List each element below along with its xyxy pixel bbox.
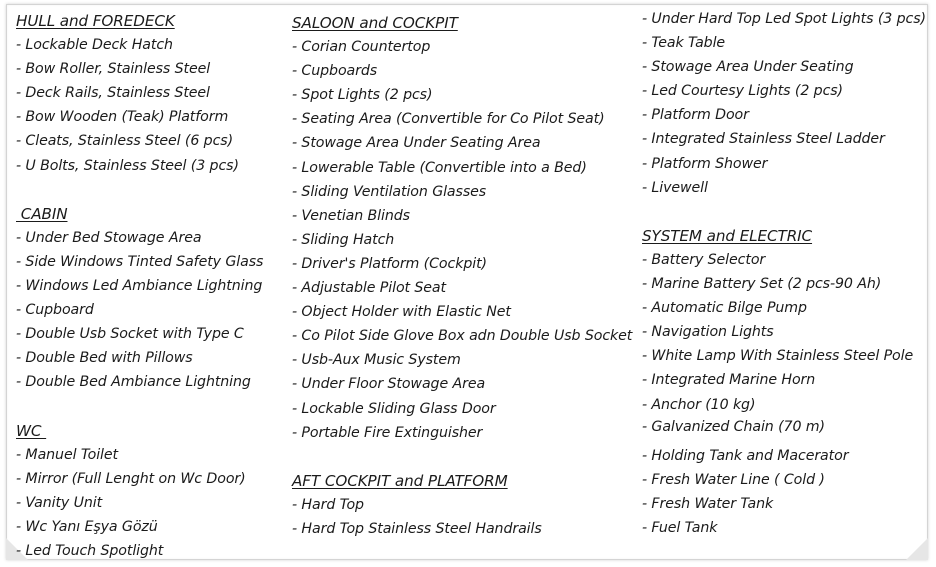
list-item: - Deck Rails, Stainless Steel xyxy=(16,85,210,102)
list-item: - Stowage Area Under Seating Area xyxy=(292,135,541,152)
list-item: - Anchor (10 kg) xyxy=(642,396,756,413)
list-item: - Integrated Marine Horn xyxy=(642,372,816,389)
spacer xyxy=(292,445,632,469)
list-item: - Double Usb Socket with Type C xyxy=(16,326,244,343)
list-item: - Fresh Water Tank xyxy=(642,495,774,512)
spacer xyxy=(16,395,263,419)
column-right xyxy=(642,7,926,540)
spacer xyxy=(16,178,263,202)
list-item: - Marine Battery Set (2 pcs-90 Ah) xyxy=(642,276,882,293)
list-item: - Under Bed Stowage Area xyxy=(16,229,202,246)
section-title-aft-cockpit-platform: AFT COCKPIT and PLATFORM xyxy=(292,471,508,490)
list-item: - U Bolts, Stainless Steel (3 pcs) xyxy=(16,157,239,174)
list-item: - Integrated Stainless Steel Ladder xyxy=(642,131,885,148)
list-item: - Led Touch Spotlight xyxy=(16,543,164,560)
list-item: - Vanity Unit xyxy=(16,494,103,511)
list-item: - Holding Tank and Macerator xyxy=(642,447,849,464)
list-item: - Fuel Tank xyxy=(642,519,718,536)
list-item: - Platform Shower xyxy=(642,155,768,172)
section-title-system-electric: SYSTEM and ELECTRIC xyxy=(642,226,813,245)
list-item: - Led Courtesy Lights (2 pcs) xyxy=(642,83,843,100)
list-item: - Lockable Sliding Glass Door xyxy=(292,400,496,417)
list-item: - Galvanized Chain (70 m) xyxy=(642,418,825,435)
list-item: - Battery Selector xyxy=(642,251,766,268)
column-left xyxy=(16,9,263,563)
list-item: - Cleats, Stainless Steel (6 pcs) xyxy=(16,133,234,150)
list-item: - Bow Roller, Stainless Steel xyxy=(16,61,211,78)
list-item: - White Lamp With Stainless Steel Pole xyxy=(642,348,914,365)
list-item: - Lockable Deck Hatch xyxy=(16,37,173,54)
list-item: - Adjustable Pilot Seat xyxy=(292,280,446,297)
list-item: - Wc Yanı Eşya Gözü xyxy=(16,518,158,535)
list-item: - Platform Door xyxy=(642,107,749,124)
list-item: - Object Holder with Elastic Net xyxy=(292,304,511,321)
list-item: - Driver's Platform (Cockpit) xyxy=(292,255,487,272)
list-item: - Mirror (Full Lenght on Wc Door) xyxy=(16,470,246,487)
list-item: - Bow Wooden (Teak) Platform xyxy=(16,109,229,126)
list-item: - Livewell xyxy=(642,179,708,196)
list-item: - Cupboards xyxy=(292,63,378,80)
list-item: - Windows Led Ambiance Lightning xyxy=(16,278,263,295)
section-title-wc: WC xyxy=(16,421,47,440)
section-title-cabin: CABIN xyxy=(16,204,68,223)
section-title-hull-foredeck: HULL and FOREDECK xyxy=(16,12,175,30)
list-item: - Portable Fire Extinguisher xyxy=(292,424,483,441)
list-item: - Hard Top Stainless Steel Handrails xyxy=(292,520,542,537)
list-item: - Sliding Hatch xyxy=(292,231,395,248)
list-item: - Spot Lights (2 pcs) xyxy=(292,87,433,104)
list-item: - Seating Area (Convertible for Co Pilot Seat) xyxy=(292,111,605,128)
list-item: - Lowerable Table (Convertible into a Bed) xyxy=(292,159,587,176)
page-curl-bottom-right xyxy=(906,538,928,560)
list-item: - Automatic Bilge Pump xyxy=(642,300,807,317)
list-item: - Double Bed with Pillows xyxy=(16,350,193,367)
list-item: - Sliding Ventilation Glasses xyxy=(292,183,487,200)
list-item: - Double Bed Ambiance Lightning xyxy=(16,374,251,391)
list-item: - Side Windows Tinted Safety Glass xyxy=(16,253,264,270)
list-item: - Navigation Lights xyxy=(642,324,774,341)
list-item: - Co Pilot Side Glove Box adn Double Usb Socket xyxy=(292,328,633,345)
list-item: - Cupboard xyxy=(16,302,94,319)
column-middle xyxy=(292,11,632,541)
list-item: - Manuel Toilet xyxy=(16,446,118,463)
list-item: - Hard Top xyxy=(292,496,364,513)
list-item: - Venetian Blinds xyxy=(292,207,410,224)
list-item: - Usb-Aux Music System xyxy=(292,352,461,369)
section-title-saloon-cockpit: SALOON and COCKPIT xyxy=(292,14,458,32)
list-item: - Under Hard Top Led Spot Lights (3 pcs) xyxy=(642,11,926,27)
list-item: - Stowage Area Under Seating xyxy=(642,59,854,76)
list-item: - Fresh Water Line ( Cold ) xyxy=(642,471,825,488)
spacer xyxy=(642,200,926,224)
list-item: - Teak Table xyxy=(642,35,726,52)
list-item: - Under Floor Stowage Area xyxy=(292,376,486,393)
list-item: - Corian Countertop xyxy=(292,39,431,56)
